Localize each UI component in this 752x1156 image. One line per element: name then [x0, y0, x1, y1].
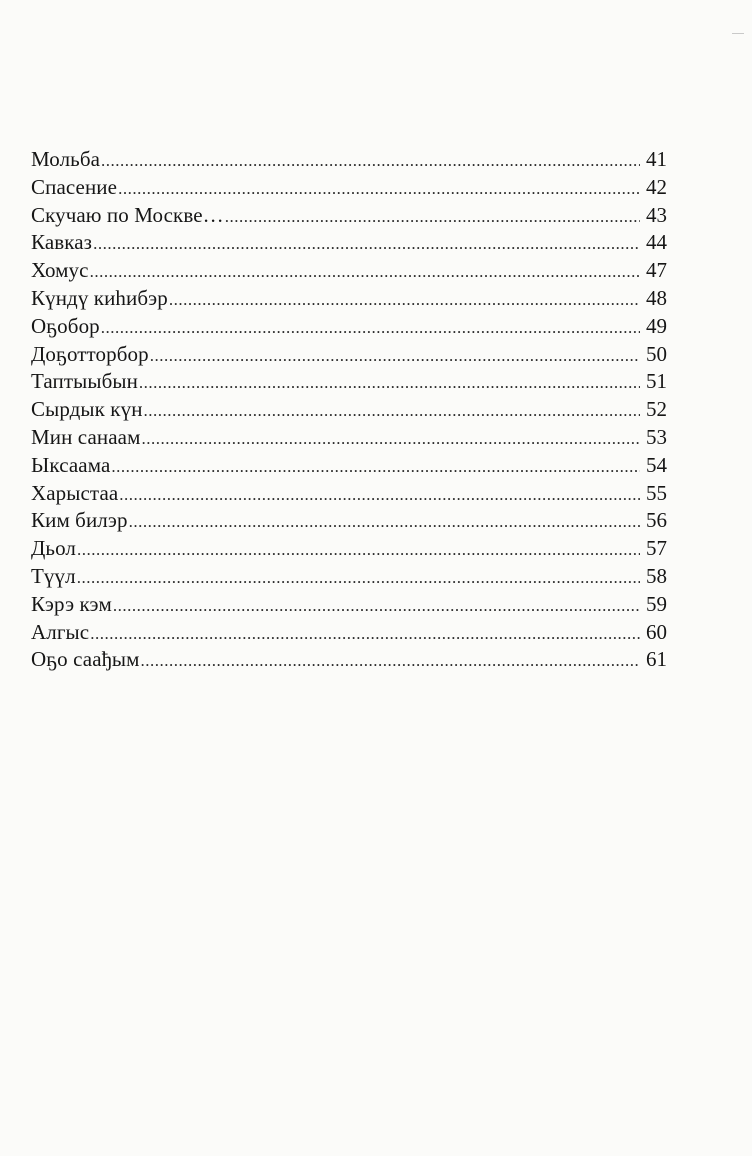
toc-entry: [31, 452, 667, 480]
dot-leader: [141, 647, 641, 675]
toc-entry-title: Скучаю по Москве…: [31, 202, 224, 227]
dot-leader: [129, 508, 640, 536]
toc-entry: [31, 619, 667, 647]
dot-leader: [93, 230, 640, 258]
toc-entry: [31, 563, 667, 591]
toc-entry: [31, 341, 667, 369]
dot-leader: [101, 314, 640, 342]
dot-leader: [139, 369, 640, 397]
toc-entry: [31, 646, 667, 674]
dot-leader: [101, 147, 640, 175]
toc-entry-title: Кавказ: [31, 230, 93, 255]
toc-entry-title: Ыксаама: [31, 452, 111, 477]
toc-entry-title: Сырдык күн: [31, 397, 143, 422]
toc-entry-title: Күндү киһибэр: [31, 285, 168, 310]
dot-leader: [225, 203, 640, 231]
toc-entry-page-number: 43: [646, 202, 667, 227]
dot-leader: [144, 397, 640, 425]
toc-entry-title: Ким билэр: [31, 508, 128, 533]
toc-entry-title: Алгыс: [31, 619, 90, 644]
toc-entry-title: Мольба: [31, 147, 101, 171]
dot-leader: [77, 564, 640, 592]
toc-entry-page-number: 51: [646, 369, 667, 394]
page-edge-mark: [732, 33, 744, 34]
dot-leader: [118, 175, 640, 203]
toc-entry-page-number: 60: [646, 619, 667, 644]
toc-entry-page-number: 50: [646, 341, 667, 366]
toc-entry: [31, 424, 667, 452]
toc-entry: [31, 396, 667, 424]
toc-entry: [31, 480, 667, 508]
toc-entry-page-number: 55: [646, 480, 667, 505]
toc-entry-page-number: 44: [646, 230, 667, 255]
toc-entry-title: Доҕотторбор: [31, 341, 149, 366]
toc-entry: [31, 313, 667, 341]
toc-entry-page-number: 41: [646, 147, 667, 171]
toc-entry: [31, 368, 667, 396]
toc-entry-title: Таптыыбын: [31, 369, 138, 394]
toc-entry-title: Түүл: [31, 563, 76, 588]
toc-entry-page-number: 59: [646, 591, 667, 616]
dot-leader: [150, 342, 640, 370]
toc-entry-page-number: 58: [646, 563, 667, 588]
toc-entry-title: Мин санаам: [31, 424, 141, 449]
table-of-contents: [31, 146, 667, 674]
dot-leader: [141, 425, 640, 453]
toc-entry-page-number: 56: [646, 508, 667, 533]
dot-leader: [119, 481, 640, 509]
dot-leader: [77, 536, 640, 564]
toc-entry-page-number: 54: [646, 452, 667, 477]
toc-entry: [31, 535, 667, 563]
toc-entry-title: Спасение: [31, 174, 118, 199]
toc-entry: [31, 229, 667, 257]
toc-entry-title: Дьол: [31, 536, 77, 561]
toc-entry-page-number: 61: [646, 647, 667, 672]
toc-entry-title: Харыстаа: [31, 480, 119, 505]
toc-entry-page-number: 47: [646, 258, 667, 283]
dot-leader: [90, 258, 640, 286]
toc-entry: [31, 257, 667, 285]
toc-entry: [31, 591, 667, 619]
dot-leader: [111, 453, 640, 481]
toc-entry-page-number: 42: [646, 174, 667, 199]
dot-leader: [113, 592, 640, 620]
toc-entry-title: Оҕо саађым: [31, 647, 140, 672]
toc-entry-page-number: 53: [646, 424, 667, 449]
toc-entry-page-number: 57: [646, 536, 667, 561]
toc-entry: [31, 285, 667, 313]
toc-entry: [31, 174, 667, 202]
toc-entry-title: Оҕобор: [31, 313, 100, 338]
dot-leader: [169, 286, 640, 314]
toc-entry-page-number: 48: [646, 285, 667, 310]
toc-entry: [31, 202, 667, 230]
toc-entry-page-number: 49: [646, 313, 667, 338]
dot-leader: [90, 620, 640, 648]
toc-entry-title: Кэрэ кэм: [31, 591, 112, 616]
toc-entry-title: Хомус: [31, 258, 89, 283]
toc-entry-page-number: 52: [646, 397, 667, 422]
toc-entry: [31, 146, 667, 174]
toc-entry: [31, 507, 667, 535]
